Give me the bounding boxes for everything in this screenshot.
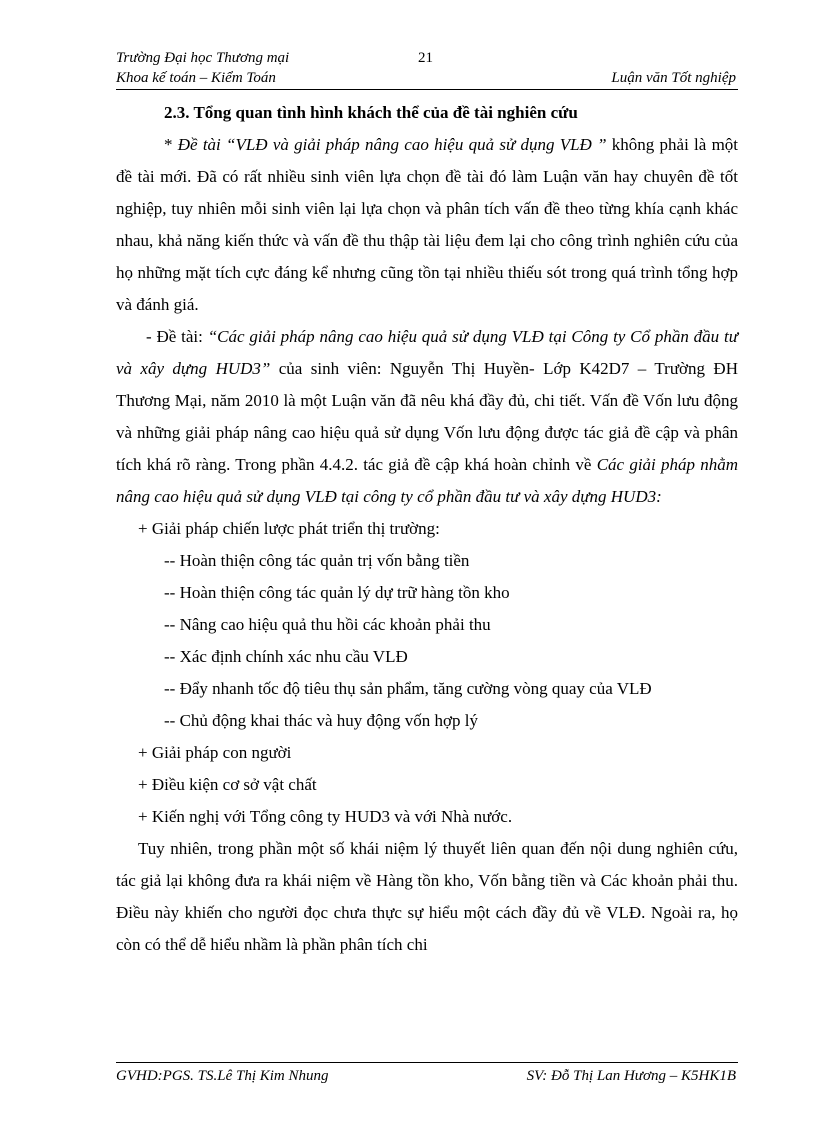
sub-list-item: -- Hoàn thiện công tác quản trị vốn bằng tiền bbox=[164, 551, 470, 570]
list-item: + Giải pháp con người bbox=[138, 743, 292, 762]
p2-italic-title: “Các giải pháp nâng cao hiệu quả sử dụng VLĐ tại Công ty Cổ phần đầu tư và xây dựng HUD3” bbox=[116, 327, 738, 378]
page-content bbox=[116, 97, 738, 961]
header-page-number: 21 bbox=[418, 50, 433, 66]
paragraph-2 bbox=[116, 321, 738, 513]
section-heading: 2.3. Tổng quan tình hình khách thể của đề tài nghiên cứu bbox=[164, 103, 578, 122]
footer-divider bbox=[116, 1062, 738, 1063]
sub-list-item: -- Chủ động khai thác và huy động vốn hợp lý bbox=[164, 711, 479, 730]
p1-body: không phải là một đề tài mới. Đã có rất nhiều sinh viên lựa chọn đề tài đó làm Luận văn hay chuyên đề tốt nghiệp, tuy nhiên mỗi sinh viên lại lựa chọn và phân tích vấn đề theo từng khía cạnh khác nhau, khả năng kiến thức và vấn đề thu thập tài liệu đem lại cho công trình nghiên cứu của họ những mặt tích cực đáng kể nhưng cũng tồn tại nhiều thiếu sót trong quá trình tổng hợp và đánh giá. bbox=[116, 135, 739, 314]
header-divider bbox=[116, 89, 738, 90]
p2-italic-solutions: Các giải pháp nhằm nâng cao hiệu quả sử dụng VLĐ tại công ty cổ phần đầu tư và xây dựng HUD3: bbox=[116, 455, 739, 506]
sub-list-item: -- Nâng cao hiệu quả thu hồi các khoản phải thu bbox=[164, 615, 491, 634]
list-item: + Kiến nghị với Tổng công ty HUD3 và với Nhà nước. bbox=[138, 807, 513, 826]
header-university: Trường Đại học Thương mại bbox=[116, 50, 290, 66]
list-item: + Giải pháp chiến lược phát triển thị trường: bbox=[138, 519, 440, 538]
sub-list-item: -- Hoàn thiện công tác quản lý dự trữ hàng tồn kho bbox=[164, 583, 510, 602]
p1-italic-title: Đề tài “VLĐ và giải pháp nâng cao hiệu quả sử dụng VLĐ ” bbox=[177, 135, 607, 154]
sub-list-item: -- Xác định chính xác nhu cầu VLĐ bbox=[164, 647, 408, 666]
footer-student: SV: Đỗ Thị Lan Hương – K5HK1B bbox=[526, 1068, 736, 1084]
paragraph-1 bbox=[116, 129, 738, 321]
p1-lead: * bbox=[164, 135, 178, 154]
paragraph-3: Tuy nhiên, trong phần một số khái niệm lý thuyết liên quan đến nội dung nghiên cứu, tác giả lại không đưa ra khái niệm về Hàng tồn kho, Vốn bằng tiền và Các khoản phải thu. Điều này khiến cho người đọc chưa thực sự hiểu một cách đầy đủ về VLĐ. Ngoài ra, họ còn có thể dễ hiểu nhầm là phần phân tích chi bbox=[116, 839, 738, 954]
header-faculty: Khoa kế toán – Kiểm Toán bbox=[116, 70, 276, 86]
list-item: + Điều kiện cơ sở vật chất bbox=[138, 775, 317, 794]
sub-list-item: -- Đẩy nhanh tốc độ tiêu thụ sản phẩm, tăng cường vòng quay của VLĐ bbox=[164, 679, 652, 698]
p2-body: của sinh viên: Nguyễn Thị Huyền- Lớp K42D7 – Trường ĐH Thương Mại, năm 2010 là một Luận văn đã nêu khá đầy đủ, chi tiết. Vấn đề Vốn lưu động và những giải pháp nâng cao hiệu quả sử dụng Vốn lưu động được tác giả đề cập và phân tích khá rõ ràng. Trong phần 4.4.2. tác giả đề cập khá hoàn chỉnh về bbox=[116, 359, 738, 474]
footer-advisor: GVHD:PGS. TS.Lê Thị Kim Nhung bbox=[116, 1068, 329, 1084]
p2-lead: - Đề tài: bbox=[146, 327, 208, 346]
header-doc-type: Luận văn Tốt nghiệp bbox=[611, 70, 736, 86]
